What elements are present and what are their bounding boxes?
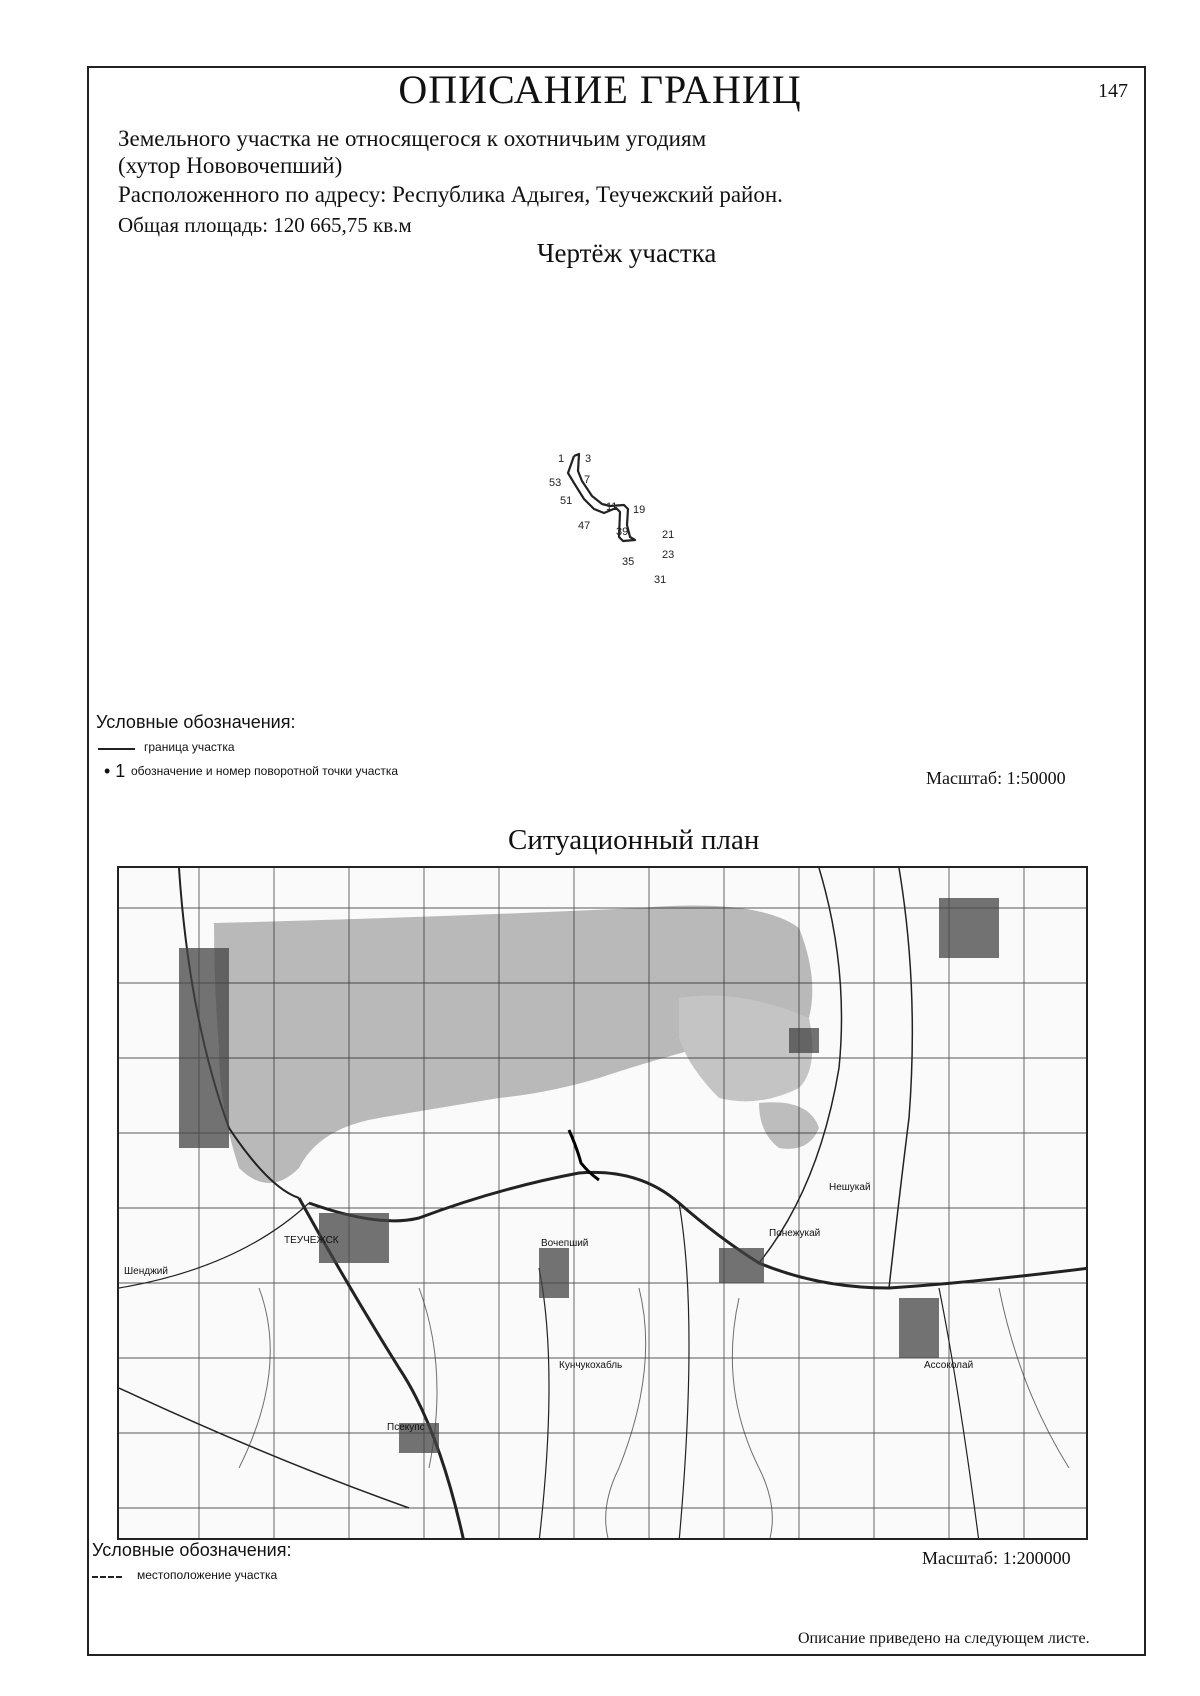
parcel-address: Расположенного по адресу: Республика Адыгея, Теучежский район. (118, 182, 783, 207)
boundary-legend-label: граница участка (144, 740, 235, 754)
point-label: 11 (606, 501, 618, 513)
point-label: 31 (654, 574, 667, 586)
map-label: Нешукай (829, 1182, 871, 1193)
map-label: Ассоколай (924, 1360, 974, 1371)
page-number: 147 (1098, 80, 1128, 102)
plot-drawing-title: Чертёж участка (537, 238, 717, 268)
situation-plan-title: Ситуационный план (508, 824, 760, 856)
point-label: 39 (616, 526, 629, 538)
situation-scale: Масштаб: 1:200000 (922, 1548, 1071, 1568)
location-legend-label: местоположение участка (137, 1568, 278, 1582)
document-title: ОПИСАНИЕ ГРАНИЦ (398, 67, 802, 112)
rivers (239, 1288, 1069, 1540)
map-label: Кунчукохабль (559, 1360, 623, 1371)
point-label: 23 (662, 549, 675, 561)
location-legend-symbol (92, 1576, 122, 1578)
parcel-description-line2: (хутор Нововочепший) (118, 153, 343, 178)
reservoir-arm (759, 1102, 819, 1149)
point-label: 19 (633, 504, 646, 516)
boundary-legend-symbol (98, 748, 135, 750)
point-label: 51 (560, 495, 573, 507)
parcel-boundary-drawing (540, 445, 690, 595)
situation-map-svg (119, 868, 1088, 1540)
map-label: ТЕУЧЕЖСК (284, 1235, 339, 1246)
point-label: 7 (584, 474, 591, 486)
point-label: 1 (558, 453, 565, 465)
map-label: Понежукай (769, 1228, 821, 1239)
map-label: Псекупс (387, 1422, 425, 1433)
situation-legend-title: Условные обозначения: (92, 1540, 292, 1560)
map-label: Вочепший (541, 1238, 589, 1249)
parcel-description-line1: Земельного участка не относящегося к охотничьим угодиям (118, 126, 707, 151)
point-label: 3 (585, 453, 592, 465)
point-legend-label: обозначение и номер поворотной точки участка (131, 764, 399, 778)
situation-map (117, 866, 1088, 1540)
map-label: Шенджий (124, 1266, 168, 1277)
point-label: 47 (578, 520, 591, 532)
point-label: 53 (549, 477, 562, 489)
plot-legend-title: Условные обозначения: (96, 712, 296, 732)
point-label: 21 (662, 529, 675, 541)
point-legend-symbol: • 1 (104, 761, 126, 781)
point-label: 35 (622, 556, 635, 568)
parcel-area: Общая площадь: 120 665,75 кв.м (118, 213, 412, 237)
footer-note: Описание приведено на следующем листе. (798, 1630, 1090, 1647)
plot-scale: Масштаб: 1:50000 (926, 768, 1066, 788)
